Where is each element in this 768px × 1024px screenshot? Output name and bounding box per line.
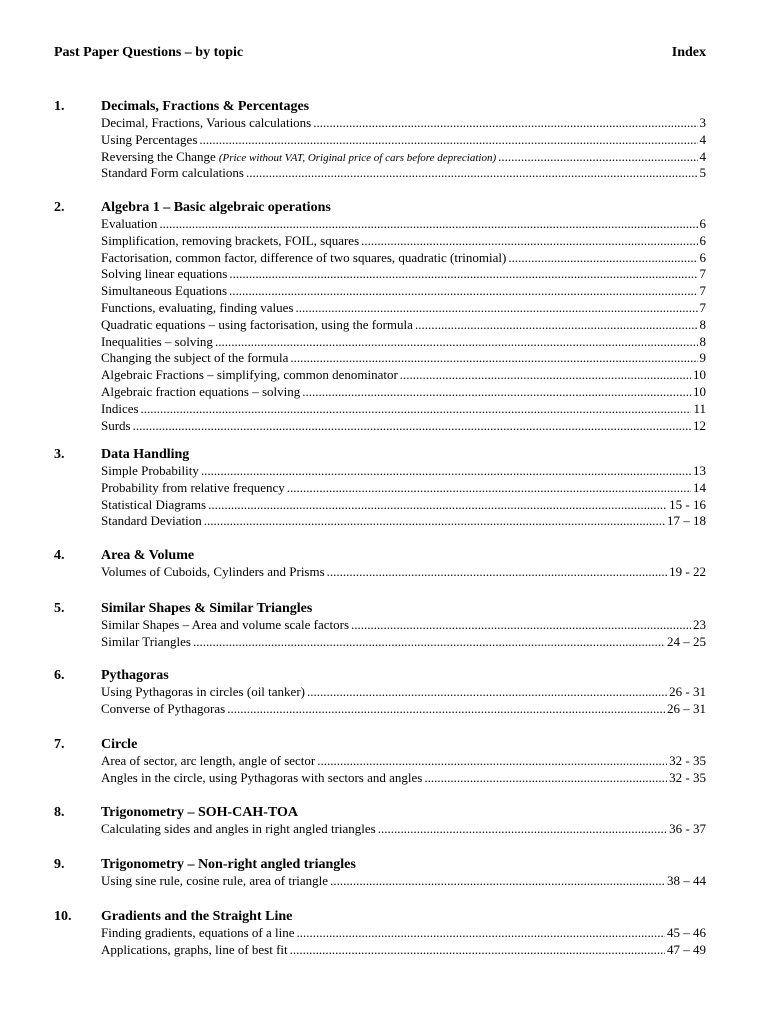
section-title: Trigonometry – SOH-CAH-TOA <box>101 805 299 820</box>
section-entries <box>101 821 706 838</box>
index-entry <box>101 300 706 317</box>
section-title: Data Handling <box>101 447 190 462</box>
entry-page-number: 26 - 31 <box>669 684 706 699</box>
entry-label: Algebraic Fractions – simplifying, common denominator <box>101 367 398 383</box>
dot-leader <box>290 942 665 959</box>
dot-leader <box>302 384 691 401</box>
dot-leader <box>415 317 698 334</box>
entry-page-number: 14 <box>693 479 706 495</box>
section-entries <box>101 617 706 651</box>
entry-label: Surds <box>101 417 131 433</box>
section-number: 7. <box>54 737 65 752</box>
index-entry <box>101 873 706 890</box>
entry-label: Quadratic equations – using factorisation, using the formula <box>101 316 413 332</box>
dot-leader <box>400 367 691 384</box>
index-entry <box>101 925 706 942</box>
dot-leader <box>227 701 665 718</box>
entry-page-number: 7 <box>699 299 706 315</box>
index-entry <box>101 250 706 267</box>
entry-page-number: 17 – 18 <box>667 513 706 529</box>
section-title: Pythagoras <box>101 668 169 683</box>
entry-label: Decimal, Fractions, Various calculations <box>101 115 312 130</box>
section-entries <box>101 115 706 182</box>
entry-label: Inequalities – solving <box>101 333 213 349</box>
entry-label: Reversing the Change <box>101 148 216 164</box>
entry-page-number: 23 <box>693 617 706 632</box>
entry-label: Angles in the circle, using Pythagoras with sectors and angles <box>101 769 423 785</box>
entry-label: Standard Deviation <box>101 513 202 529</box>
entry-label: Algebraic fraction equations – solving <box>101 383 301 399</box>
entry-label: Similar Triangles <box>101 633 191 649</box>
dot-leader <box>141 401 692 418</box>
entry-label: Standard Form calculations <box>101 165 244 181</box>
index-entry <box>101 165 706 182</box>
entry-page-number: 6 <box>699 232 706 248</box>
entry-label: Similar Shapes – Area and volume scale factors <box>101 617 350 632</box>
entry-label: Simultaneous Equations <box>101 283 228 299</box>
index-entry <box>101 480 706 497</box>
section-number: 6. <box>54 668 65 683</box>
entry-page-number: 45 – 46 <box>667 925 706 940</box>
index-entry <box>101 384 706 401</box>
entry-page-number: 7 <box>699 266 706 282</box>
index-entry <box>101 617 706 634</box>
entry-page-number: 5 <box>699 165 706 181</box>
dot-leader <box>208 497 667 514</box>
dot-leader <box>199 132 697 149</box>
index-label: Index <box>671 45 706 60</box>
entry-label: Simple Probability <box>101 463 199 478</box>
dot-leader <box>287 480 691 497</box>
dot-leader <box>351 617 691 634</box>
section-title: Trigonometry – Non-right angled triangles <box>101 857 356 872</box>
dot-leader <box>317 753 667 770</box>
entry-label: Solving linear equations <box>101 266 228 282</box>
index-entry <box>101 367 706 384</box>
section-entries <box>101 753 706 787</box>
section-number: 8. <box>54 805 65 820</box>
dot-leader <box>295 300 697 317</box>
entry-label: Using sine rule, cosine rule, area of triangle <box>101 873 329 888</box>
index-entry <box>101 149 706 166</box>
section-entries <box>101 216 706 434</box>
entry-label: Functions, evaluating, finding values <box>101 299 294 315</box>
dot-leader <box>424 770 667 787</box>
entry-page-number: 36 - 37 <box>669 821 706 836</box>
entry-page-number: 10 <box>693 383 706 399</box>
entry-page-number: 12 <box>693 417 706 433</box>
entry-page-number: 32 - 35 <box>669 769 706 785</box>
entry-label: Area of sector, arc length, angle of sector <box>101 753 316 768</box>
dot-leader <box>246 165 698 182</box>
entry-page-number: 38 – 44 <box>667 873 706 888</box>
entry-page-number: 7 <box>699 283 706 299</box>
entry-page-number: 15 - 16 <box>669 496 706 512</box>
entry-page-number: 8 <box>699 333 706 349</box>
index-entry <box>101 684 706 701</box>
section-number: 4. <box>54 548 65 563</box>
index-entry <box>101 564 706 581</box>
entry-page-number: 6 <box>699 216 706 231</box>
dot-leader <box>508 250 697 267</box>
entry-page-number: 6 <box>699 249 706 265</box>
entry-page-number: 19 - 22 <box>669 564 706 579</box>
index-entry <box>101 418 706 435</box>
dot-leader <box>330 873 665 890</box>
index-entry <box>101 132 706 149</box>
dot-leader <box>204 513 665 530</box>
entry-page-number: 11 <box>693 400 706 416</box>
section-entries <box>101 684 706 718</box>
section-number: 2. <box>54 200 65 215</box>
entry-label: Changing the subject of the formula <box>101 350 289 366</box>
section-title: Similar Shapes & Similar Triangles <box>101 601 313 616</box>
entry-page-number: 24 – 25 <box>667 633 706 649</box>
dot-leader <box>378 821 667 838</box>
dot-leader <box>297 925 665 942</box>
entry-label: Probability from relative frequency <box>101 479 285 495</box>
entry-label: Indices <box>101 400 139 416</box>
dot-leader <box>327 564 667 581</box>
section-number: 10. <box>54 909 72 924</box>
entry-label: Using Percentages <box>101 131 198 147</box>
section-number: 5. <box>54 601 65 616</box>
dot-leader <box>133 418 691 435</box>
section-number: 3. <box>54 447 65 462</box>
section-title: Circle <box>101 737 138 752</box>
index-entry <box>101 317 706 334</box>
entry-label: Finding gradients, equations of a line <box>101 925 295 940</box>
section-title: Algebra 1 – Basic algebraic operations <box>101 200 331 215</box>
page-header <box>54 44 706 61</box>
dot-leader <box>229 266 697 283</box>
index-entry <box>101 266 706 283</box>
section-title: Decimals, Fractions & Percentages <box>101 99 310 114</box>
section-title: Gradients and the Straight Line <box>101 909 293 924</box>
index-entry <box>101 233 706 250</box>
entry-page-number: 9 <box>699 350 706 366</box>
index-entry <box>101 770 706 787</box>
entry-page-number: 10 <box>693 367 706 383</box>
section-entries <box>101 463 706 530</box>
dot-leader <box>229 283 697 300</box>
entry-page-number: 4 <box>699 148 706 164</box>
entry-page-number: 13 <box>693 463 706 478</box>
entry-page-number: 3 <box>699 115 706 130</box>
index-entry <box>101 942 706 959</box>
index-entry <box>101 463 706 480</box>
index-entry <box>101 701 706 718</box>
index-entry <box>101 350 706 367</box>
section-entries <box>101 564 706 581</box>
dot-leader <box>159 216 697 233</box>
dot-leader <box>290 350 697 367</box>
index-entry <box>101 497 706 514</box>
entry-label: Statistical Diagrams <box>101 496 207 512</box>
section-number: 1. <box>54 99 65 114</box>
index-entry <box>101 283 706 300</box>
entry-label: Factorisation, common factor, difference of two squares, quadratic (trinomial) <box>101 249 507 265</box>
entry-page-number: 4 <box>699 131 706 147</box>
entry-label: Converse of Pythagoras <box>101 700 226 716</box>
dot-leader <box>193 634 665 651</box>
section-entries <box>101 873 706 890</box>
index-entry <box>101 401 706 418</box>
entry-label: Simplification, removing brackets, FOIL, squares <box>101 232 360 248</box>
dot-leader <box>201 463 691 480</box>
index-entry <box>101 115 706 132</box>
dot-leader <box>215 334 698 351</box>
index-entry <box>101 634 706 651</box>
dot-leader <box>361 233 697 250</box>
entry-page-number: 32 - 35 <box>669 753 706 768</box>
dot-leader <box>498 149 697 166</box>
entry-label: Volumes of Cuboids, Cylinders and Prisms <box>101 564 325 579</box>
entry-label: Evaluation <box>101 216 158 231</box>
entry-page-number: 8 <box>699 316 706 332</box>
entry-note: (Price without VAT, Original price of cars before depreciation) <box>218 151 497 164</box>
dot-leader <box>313 115 697 132</box>
entry-label: Using Pythagoras in circles (oil tanker) <box>101 684 305 699</box>
entry-page-number: 26 – 31 <box>667 700 706 716</box>
index-entry <box>101 753 706 770</box>
section-title: Area & Volume <box>101 548 195 563</box>
page-title: Past Paper Questions – by topic <box>54 45 244 60</box>
index-entry <box>101 216 706 233</box>
entry-label: Calculating sides and angles in right angled triangles <box>101 821 376 836</box>
section-entries <box>101 925 706 959</box>
entry-label: Applications, graphs, line of best fit <box>101 941 288 957</box>
section-number: 9. <box>54 857 65 872</box>
index-entry <box>101 334 706 351</box>
index-entry <box>101 821 706 838</box>
dot-leader <box>307 684 667 701</box>
index-entry <box>101 513 706 530</box>
entry-page-number: 47 – 49 <box>667 941 706 957</box>
